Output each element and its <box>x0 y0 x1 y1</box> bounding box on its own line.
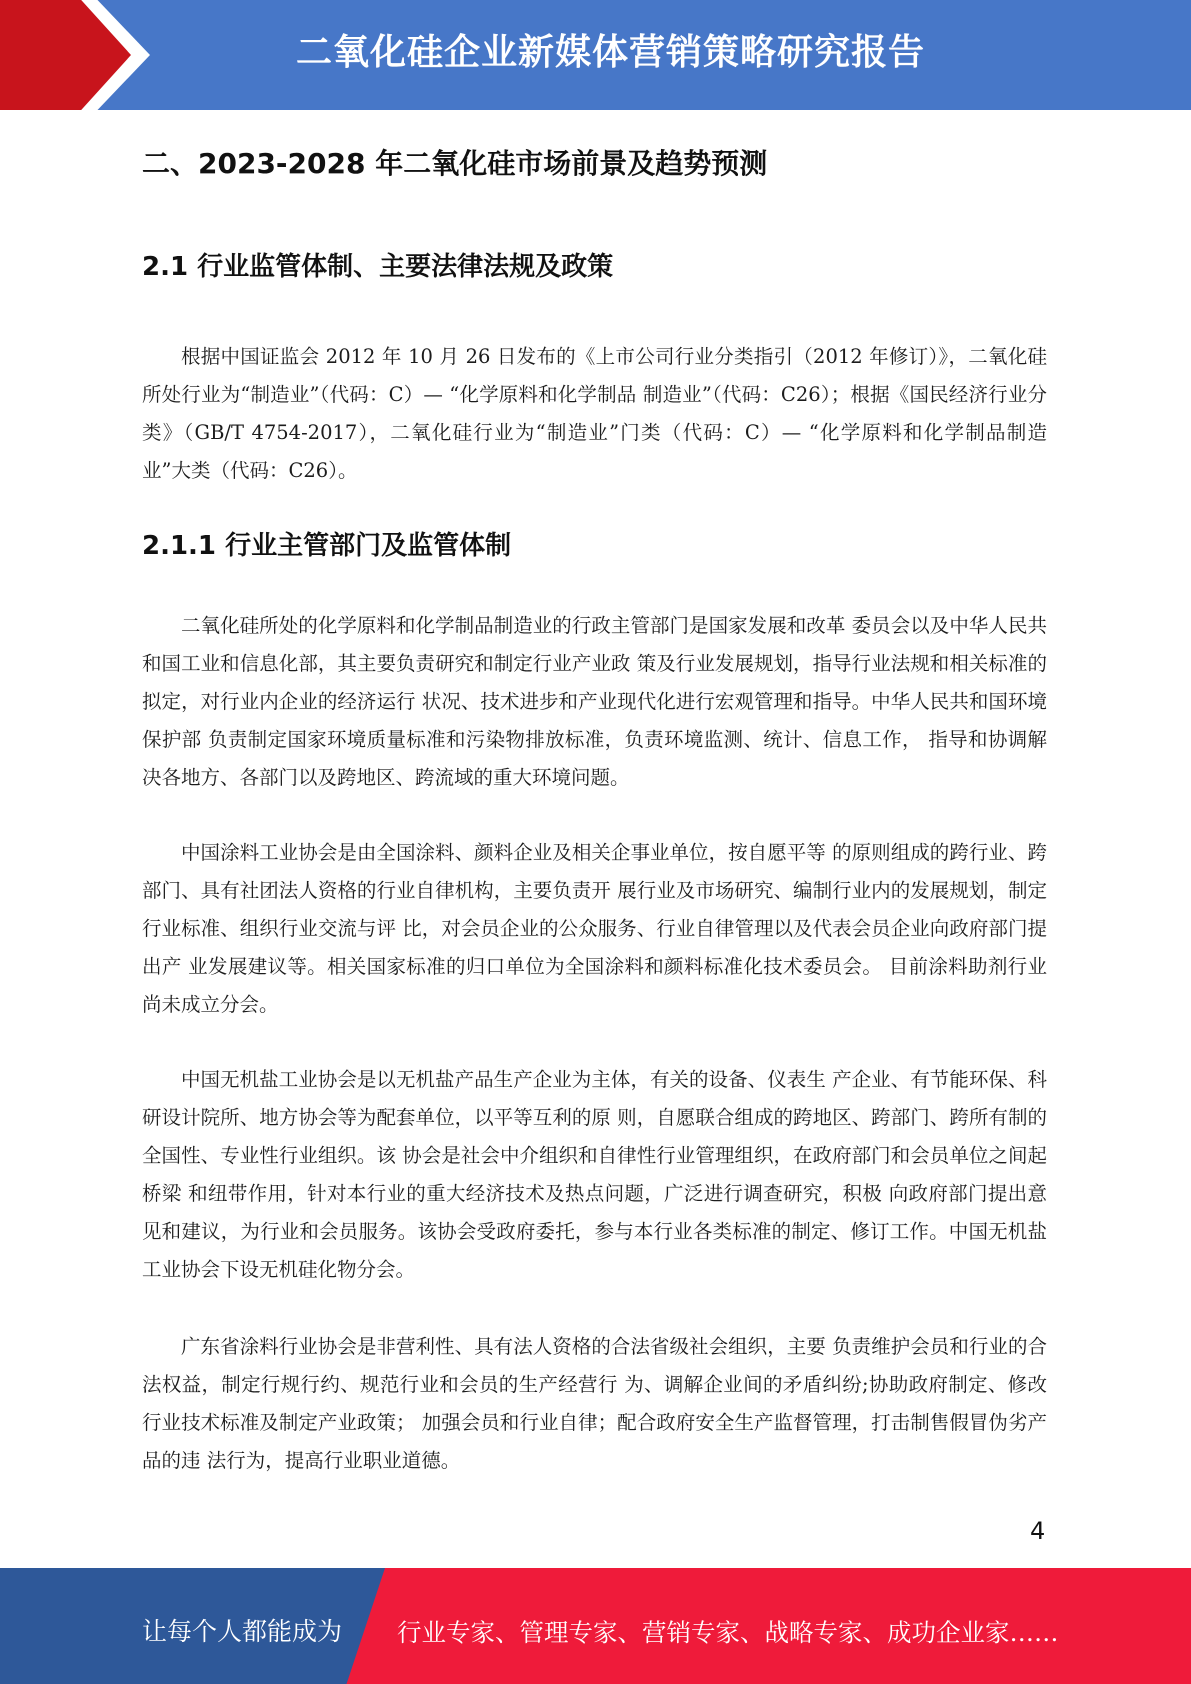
paragraph-coatings-association: 中国涂料工业协会是由全国涂料、颜料企业及相关企事业单位，按自愿平等 的原则组成的跨行业、跨部门、具有社团法人资格的行业自律机构，主要负责开 展行业及市场研究、编制行业内的发展规划，制定行业标准、组织行业交流与评 比，对会员企业的公众服务、行业自律管理以及代表会员企业向政府部门提出产 业发展建议等。相关国家标准的归口单位为全国涂料和颜料标准化技术委员会。 目前涂料助剂行业尚未成立分会。 <box>142 841 1047 1016</box>
paragraph-guangdong-association: 广东省涂料行业协会是非营利性、具有法人资格的合法省级社会组织，主要 负责维护会员和行业的合法权益，制定行规行约、规范行业和会员的生产经营行 为、调解企业间的矛盾纠纷;协助政府制定、修改行业技术标准及制定产业政策； 加强会员和行业自律；配合政府安全生产监督管理，打击制售假冒伪劣产品的违 法行为，提高行业职业道德。 <box>142 1335 1047 1472</box>
paragraph-inorganic-salt-association: 中国无机盐工业协会是以无机盐产品生产企业为主体，有关的设备、仪表生 产企业、有节能环保、科研设计院所、地方协会等为配套单位，以平等互利的原 则，自愿联合组成的跨地区、跨部门、跨所有制的全国性、专业性行业组织。该 协会是社会中介组织和自律性行业管理组织，在政府部门和会员单位之间起桥梁 和纽带作用，针对本行业的重大经济技术及热点问题，广泛进行调查研究，积极 向政府部门提出意见和建议，为行业和会员服务。该协会受政府委托，参与本行业各类标准的制定、修订工作。中国无机盐工业协会下设无机硅化物分会。 <box>142 1068 1047 1281</box>
footer-slogan-right: 行业专家、管理专家、营销专家、战略专家、成功企业家…… <box>397 1618 1059 1647</box>
subsection-title-2-1-1: 2.1.1 行业主管部门及监管体制 <box>142 531 512 561</box>
subsection-title-2-1: 2.1 行业监管体制、主要法律法规及政策 <box>142 252 614 282</box>
footer-slogan-left: 让每个人都能成为 <box>142 1617 343 1646</box>
report-title: 二氧化硅企业新媒体营销策略研究报告 <box>296 32 926 73</box>
paragraph-regulators: 二氧化硅所处的化学原料和化学制品制造业的行政主管部门是国家发展和改革 委员会以及中华人民共和国工业和信息化部，其主要负责研究和制定行业产业政 策及行业发展规划，指导行业法规和相关标准的拟定，对行业内企业的经济运行 状况、技术进步和产业现代化进行宏观管理和指导。中华人民共和国环境保护部 负责制定国家环境质量标准和污染物排放标准，负责环境监测、统计、信息工作， 指导和协调解决各地方、各部门以及跨地区、跨流域的重大环境问题。 <box>142 614 1047 789</box>
footer-banner <box>0 1568 1191 1684</box>
paragraph-industry-classification: 根据中国证监会 2012 年 10 月 26 日发布的《上市公司行业分类指引（2012 年修订）》，二氧化硅所处行业为“制造业”（代码：C）— “化学原料和化学制品 制造业”（代码：C26）；根据《国民经济行业分类》（GB/T 4754-2017），二氧化硅行业为“制造业”门类（代码：C）— “化学原料和化学制品制造业”大类（代码：C26）。 <box>142 345 1047 482</box>
page-number: 4 <box>1030 1517 1046 1545</box>
header-banner <box>0 0 1191 110</box>
section-title: 二、2023-2028 年二氧化硅市场前景及趋势预测 <box>142 147 768 180</box>
